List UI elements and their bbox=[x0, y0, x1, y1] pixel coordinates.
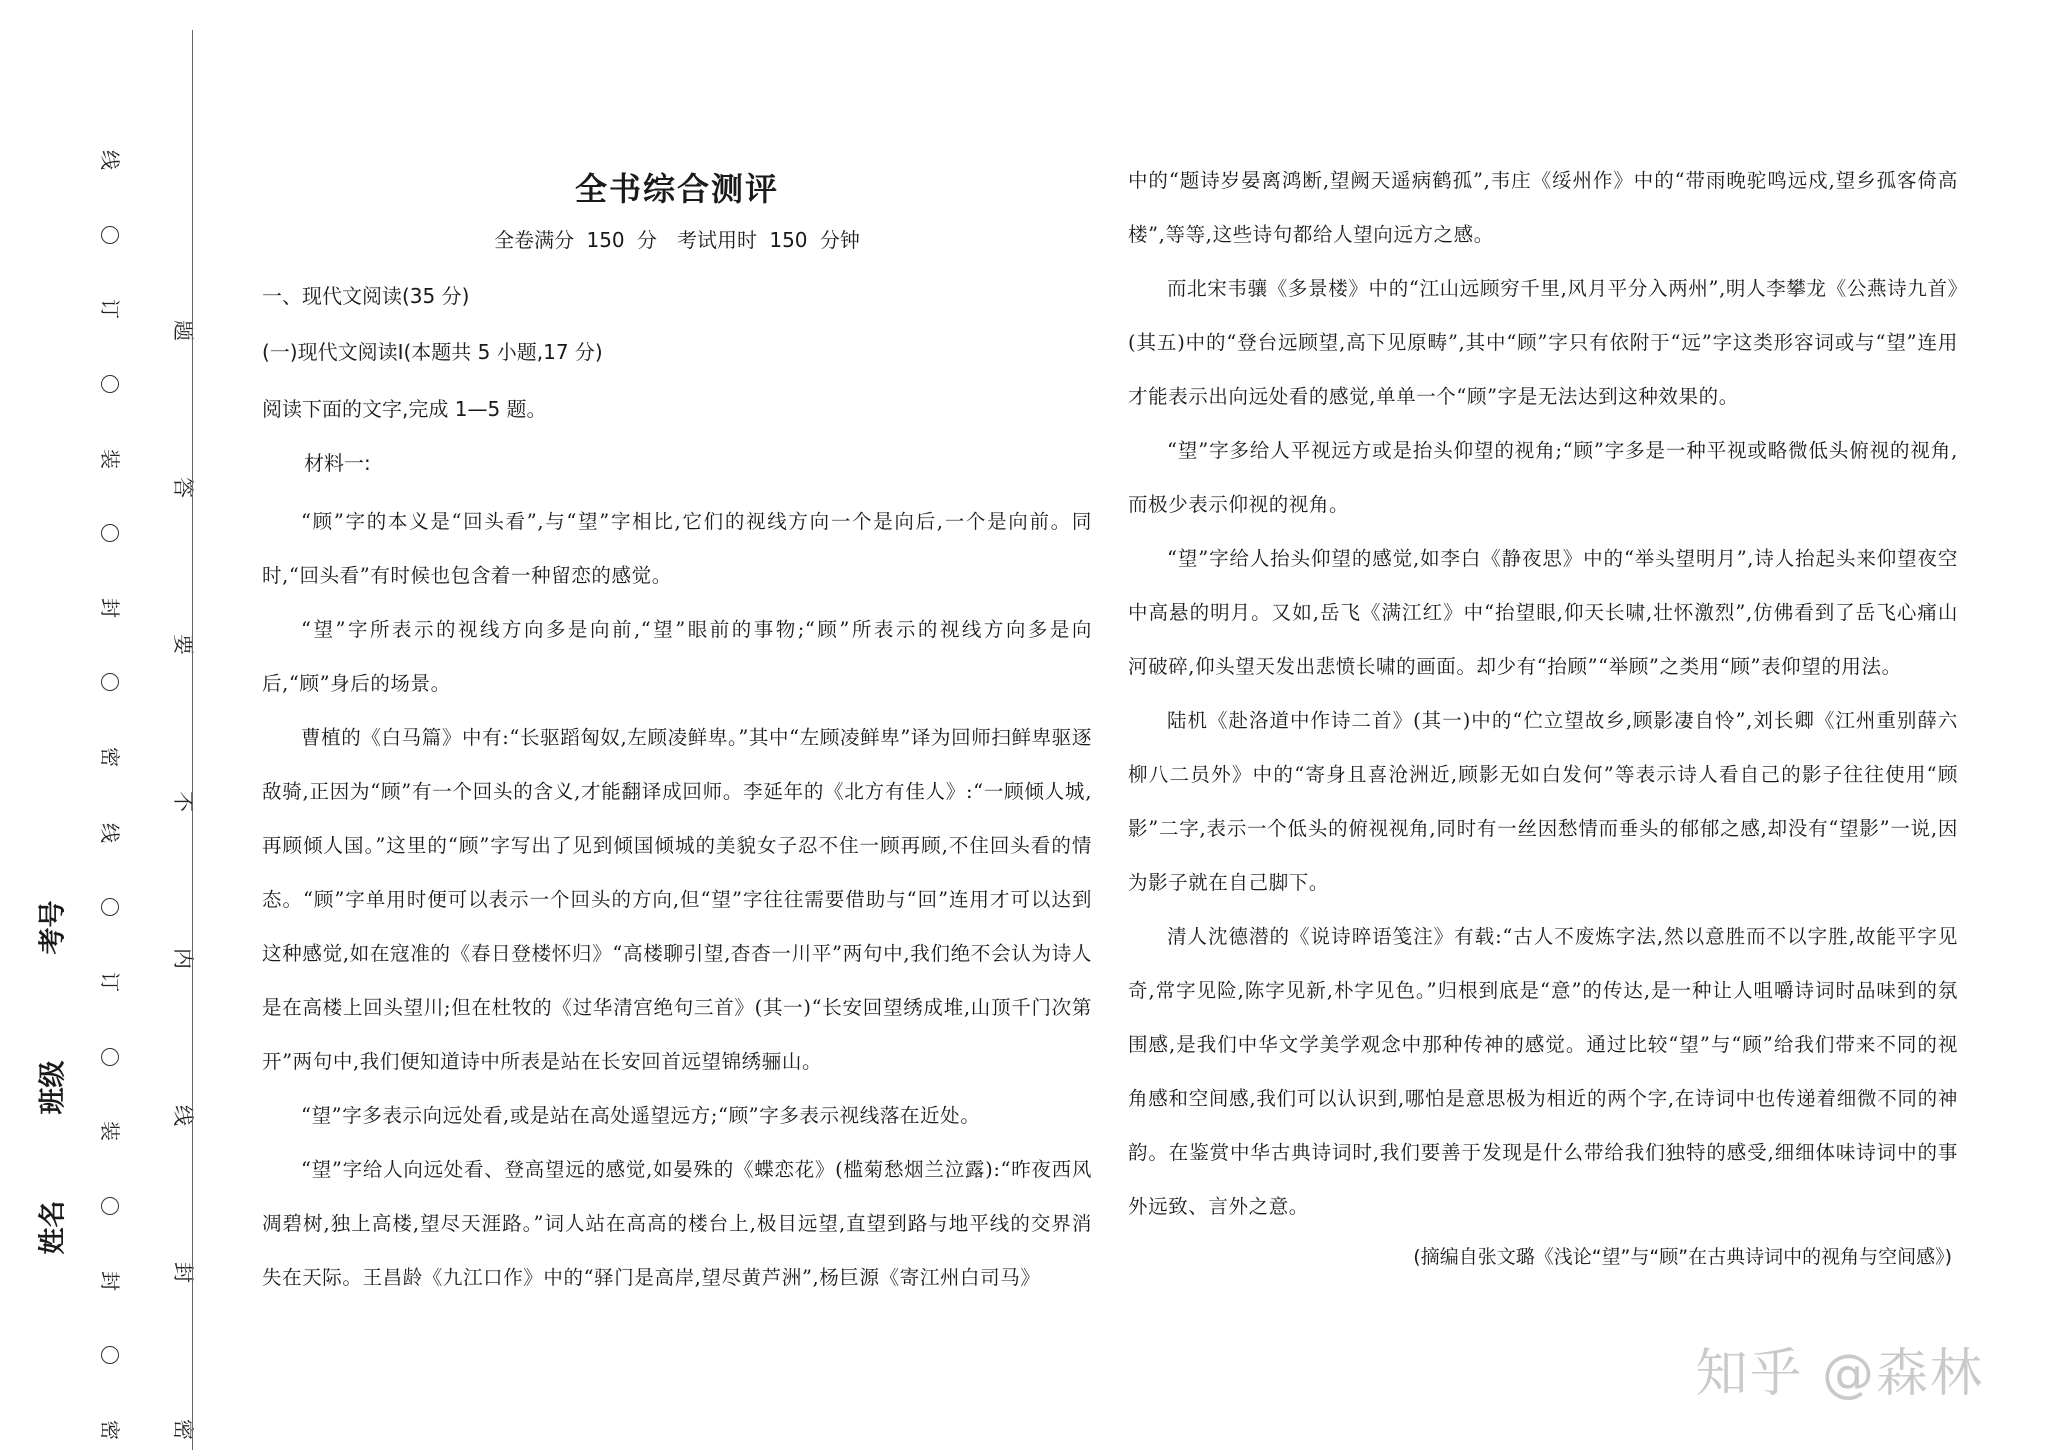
paragraph: “望”字所表示的视线方向多是向前,“望”眼前的事物;“顾”所表示的视线方向多是向后,“顾”身后的场景。 bbox=[262, 618, 1092, 695]
notice-char: 要 bbox=[170, 634, 195, 655]
paragraph: 清人沈德潜的《说诗晬语笺注》有载:“古人不废炼字法,然以意胜而不以字胜,故能平字见奇,常字见险,陈字见新,朴字见色。”归根到底是“意”的传达,是一种让人咀嚼诗词时品味到的氛围感,是我们中华文学美学观念中那种传神的感觉。通过比较“望”与“顾”给我们带来不同的视角感和空间感,我们可以认识到,哪怕是意思极为相近的两个字,在诗词中也传递着细微不同的神韵。在鉴赏中华古典诗词时,我们要善于发现是什么带给我们独特的感受,细细体味诗词中的事外远致、言外之意。 bbox=[1128, 925, 1958, 1218]
seal-char: 封 bbox=[98, 597, 122, 618]
paragraph: 中的“题诗岁晏离鸿断,望阙天遥病鹤孤”,韦庄《绥州作》中的“带雨晚驼鸣远戍,望乡孤客倚高楼”,等等,这些诗句都给人望向远方之感。 bbox=[1128, 169, 1958, 246]
name-field bbox=[30, 1200, 70, 1255]
notice-char: 密 bbox=[170, 1419, 195, 1440]
section-subheading: (一)现代文阅读Ⅰ(本题共 5 小题,17 分) bbox=[262, 340, 603, 364]
paragraph: “顾”字的本义是“回头看”,与“望”字相比,它们的视线方向一个是向后,一个是向前。同时,“回头看”有时候也包含着一种留恋的感觉。 bbox=[262, 510, 1092, 587]
paragraph: 曹植的《白马篇》中有:“长驱蹈匈奴,左顾凌鲜卑。”其中“左顾凌鲜卑”译为回师扫鲜卑驱逐敌骑,正因为“顾”有一个回头的含义,才能翻译成回师。李延年的《北方有佳人》:“一顾倾人城,再顾倾人国。”这里的“顾”字写出了见到倾国倾城的美貌女子忍不住一顾再顾,不住回头看的情态。“顾”字单用时便可以表示一个回头的方向,但“望”字往往需要借助与“回”连用才可以达到这种感觉,如在寇准的《春日登楼怀归》“高楼聊引望,杳杳一川平”两句中,我们绝不会认为诗人是在高楼上回头望川;但在杜牧的《过华清宫绝句三首》(其一)“长安回望绣成堆,山顶千门次第开”两句中,我们便知道诗中所表是站在长安回首远望锦绣骊山。 bbox=[262, 726, 1092, 1073]
source-citation: (摘编自张文璐《浅论“望”与“顾”在古典诗词中的视角与空间感》) bbox=[1413, 1246, 1952, 1268]
seal-char: 装 bbox=[98, 448, 122, 469]
paragraph: 陆机《赴洛道中作诗二首》(其一)中的“伫立望故乡,顾影凄自怜”,刘长卿《江州重别薛六柳八二员外》中的“寄身且喜沧洲近,顾影无如白发何”等表示诗人看自己的影子往往使用“顾影”二字,表示一个低头的俯视视角,同时有一丝因愁情而垂头的郁郁之感,却没有“望影”一说,因为影子就在自己脚下。 bbox=[1128, 709, 1958, 894]
notice-char: 内 bbox=[170, 948, 195, 969]
right-text-body bbox=[1128, 154, 1958, 1234]
left-column bbox=[262, 160, 1092, 1305]
notice-char: 答 bbox=[170, 477, 195, 498]
watermark: 知乎 @森林 bbox=[1695, 1344, 1984, 1404]
seal-char: 线 bbox=[98, 150, 122, 170]
exam-number-label: 考号 bbox=[37, 900, 69, 955]
paragraph: “望”字多表示向远处看,或是站在高处遥望远方;“顾”字多表示视线落在近处。 bbox=[301, 1104, 981, 1127]
left-text-body bbox=[262, 495, 1092, 1305]
notice-char: 题 bbox=[170, 320, 195, 341]
seal-char: 装 bbox=[98, 1121, 122, 1142]
notice-char: 线 bbox=[170, 1105, 195, 1126]
paragraph: “望”字给人抬头仰望的感觉,如李白《静夜思》中的“举头望明月”,诗人抬起头来仰望夜空中高悬的明月。又如,岳飞《满江红》中“抬望眼,仰天长啸,壮怀激烈”,仿佛看到了岳飞心痛山河破碎,仰头望天发出悲愤长啸的画面。却少有“抬顾”“举顾”之类用“顾”表仰望的用法。 bbox=[1128, 547, 1958, 678]
section-heading: 一、现代文阅读(35 分) bbox=[262, 284, 470, 308]
seal-circle-icon bbox=[101, 226, 119, 244]
seal-char: 订 bbox=[98, 972, 122, 993]
exam-info: 全卷满分 150 分 考试用时 150 分钟 bbox=[494, 228, 860, 252]
seal-circle-icon bbox=[101, 524, 119, 542]
seal-char: 封 bbox=[98, 1270, 122, 1291]
paragraph: “望”字多给人平视远方或是抬头仰望的视角;“顾”字多是一种平视或略微低头俯视的视角,而极少表示仰视的视角。 bbox=[1128, 439, 1958, 516]
paragraph: 而北宋韦骧《多景楼》中的“江山远顾穷千里,风月平分入两州”,明人李攀龙《公燕诗九首》(其五)中的“登台远顾望,高下见原畴”,其中“顾”字只有依附于“远”字这类形容词或与“望”连用才能表示出向远处看的感觉,单单一个“顾”字是无法达到这种效果的。 bbox=[1128, 277, 1958, 408]
exam-number-field bbox=[30, 900, 70, 955]
class-field bbox=[30, 1060, 70, 1115]
no-answer-notice-column bbox=[162, 320, 202, 1440]
seal-char: 订 bbox=[98, 299, 122, 320]
paragraph: “望”字给人向远处看、登高望远的感觉,如晏殊的《蝶恋花》(槛菊愁烟兰泣露):“昨夜西风凋碧树,独上高楼,望尽天涯路。”词人站在高高的楼台上,极目远望,直望到路与地平线的交界消失在天际。王昌龄《九江口作》中的“驿门是高岸,望尽黄芦洲”,杨巨源《寄江州白司马》 bbox=[262, 1158, 1092, 1289]
material-label: 材料一: bbox=[304, 451, 371, 475]
binding-divider-line bbox=[192, 30, 193, 1450]
seal-char: 线 bbox=[98, 822, 122, 843]
seal-circle-icon bbox=[101, 1197, 119, 1215]
class-label: 班级 bbox=[37, 1060, 69, 1115]
reading-instruction: 阅读下面的文字,完成 1—5 题。 bbox=[262, 397, 547, 421]
seal-char: 密 bbox=[98, 747, 122, 768]
seal-circle-icon bbox=[101, 898, 119, 916]
seal-circle-icon bbox=[101, 673, 119, 691]
seal-circle-icon bbox=[101, 1346, 119, 1364]
notice-char: 不 bbox=[170, 791, 195, 812]
notice-char: 封 bbox=[170, 1262, 195, 1283]
seal-char: 密 bbox=[98, 1419, 122, 1440]
right-column bbox=[1128, 154, 1958, 1269]
name-label: 姓名 bbox=[37, 1200, 69, 1255]
page-title: 全书综合测评 bbox=[574, 170, 779, 208]
seal-line-column bbox=[86, 150, 134, 1440]
seal-circle-icon bbox=[101, 375, 119, 393]
seal-circle-icon bbox=[101, 1048, 119, 1066]
